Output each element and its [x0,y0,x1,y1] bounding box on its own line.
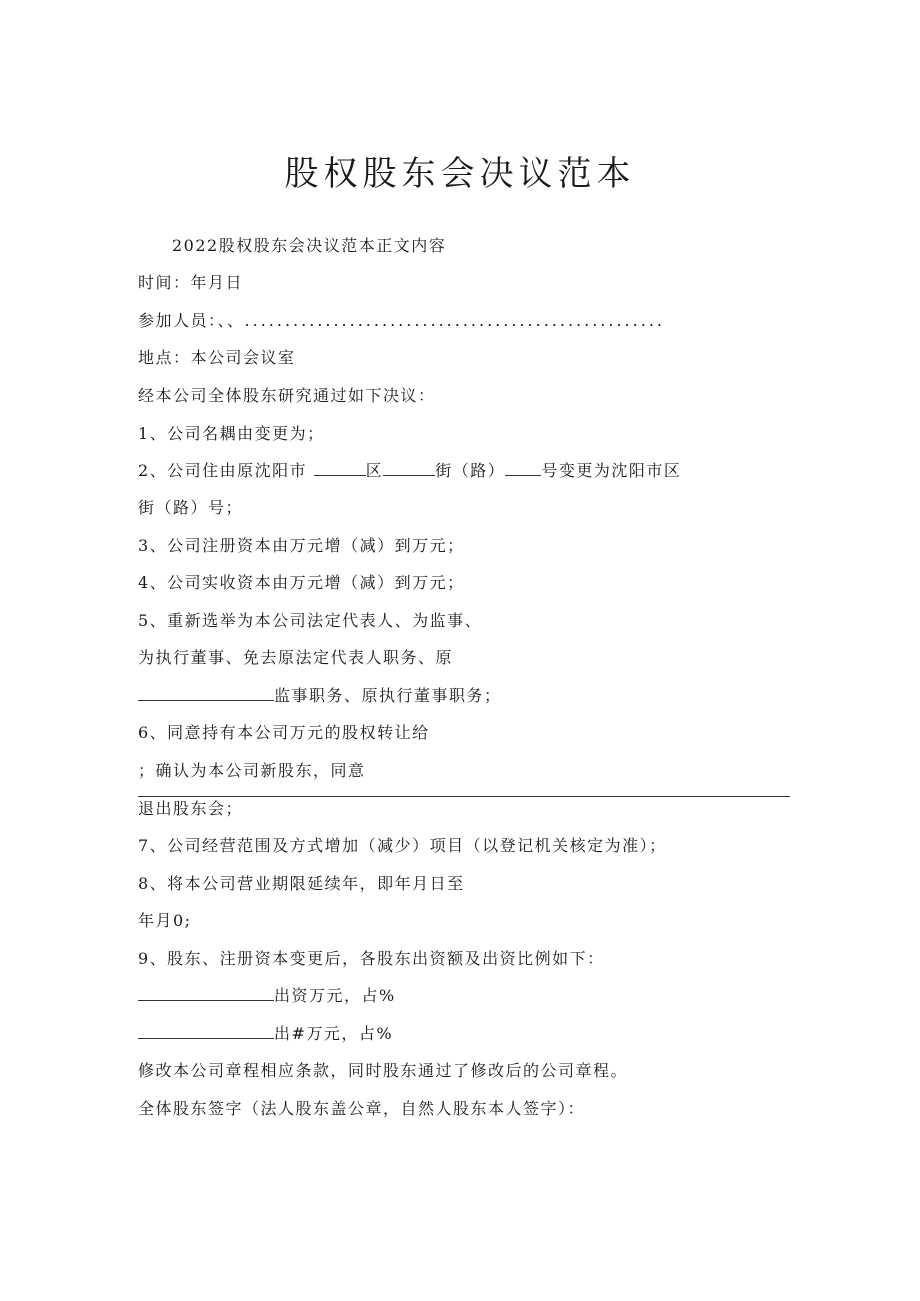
resolution-item-4: 4、公司实收资本由万元增（减）到万元； [138,573,465,592]
attendees-dots: .................................................... [244,311,665,330]
item2-part-b: 区 [365,461,384,480]
blank-field [314,461,366,476]
attendees-label: 参加人员：、、 [138,311,245,330]
item5-supervisor-text: 监事职务、原执行董事职务； [274,686,502,705]
resolution-item-8: 8、将本公司营业期限延续年，即年月日至 [138,874,465,893]
resolution-item-7: 7、公司经营范围及方式增加（减少）项目（以登记机关核定为准）； [138,836,667,855]
resolution-item-1: 1、公司名耦由变更为； [138,424,325,443]
blank-field [505,461,541,476]
resolution-item-5: 5、重新选举为本公司法定代表人、为监事、 [138,611,483,630]
horizontal-rule [138,796,790,797]
resolution-item-8-continued: 年月0; [138,911,192,930]
share1-text: 出资万元，占% [274,986,396,1005]
resolution-item-2 [138,461,681,481]
blank-field [138,686,274,701]
blank-field [138,1024,274,1039]
shareholder-contribution-1 [138,986,396,1006]
share2-text: 出#万元，占% [274,1024,394,1043]
shareholder-signature-line: 全体股东签字（法人股东盖公章，自然人股东本人签字）： [138,1099,586,1118]
document-title: 股权股东会决议范本 [284,154,636,194]
meeting-location: 地点：本公司会议室 [138,348,296,367]
shareholder-contribution-2 [138,1024,393,1044]
item2-part-d: 号变更为沈阳市区 [541,461,682,480]
blank-field [383,461,435,476]
resolution-item-9: 9、股东、注册资本变更后，各股东出资额及出资比例如下： [138,949,605,968]
resolution-item-3: 3、公司注册资本由万元增（减）到万元； [138,536,465,555]
meeting-attendees [138,311,665,331]
blank-field [138,986,274,1001]
item2-part-c: 街（路） [435,461,506,480]
document-subtitle: 2022股权股东会决议范本正文内容 [172,236,447,255]
resolution-item-6-exit: 退出股东会； [138,799,244,818]
resolution-item-5-continued: 为执行董事、免去原法定代表人职务、原 [138,648,454,667]
meeting-time: 时间：年月日 [138,273,244,292]
resolution-item-5-supervisor [138,686,502,706]
resolution-item-6: 6、同意持有本公司万元的股权转让给 [138,723,430,742]
item2-part-a: 2、公司住由原沈阳市 [138,461,308,480]
articles-amendment: 修改本公司章程相应条款，同时股东通过了修改后的公司章程。 [138,1061,629,1080]
resolution-item-2-continued: 街（路）号； [138,498,244,517]
resolution-item-6-continued: ；确认为本公司新股东，同意 [138,761,366,780]
resolution-intro: 经本公司全体股东研究通过如下决议： [138,386,436,405]
